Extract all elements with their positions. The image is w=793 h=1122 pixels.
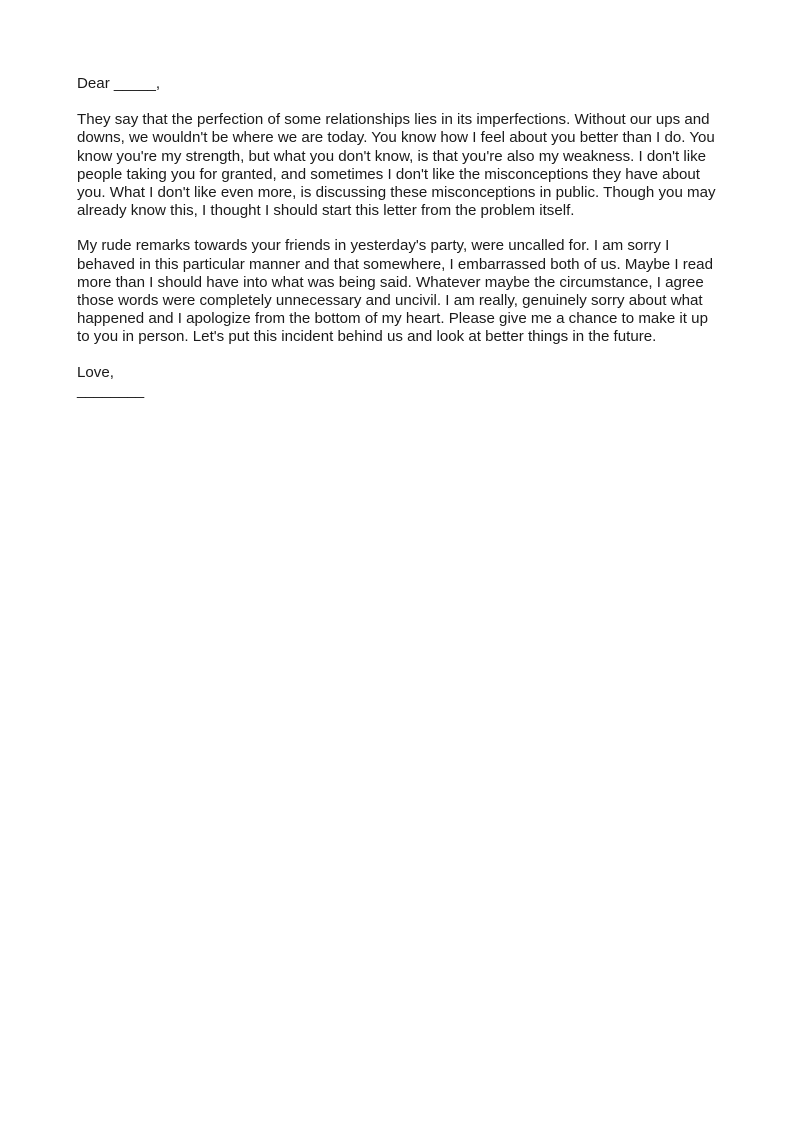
salutation: Dear _____, <box>77 75 161 92</box>
closing: Love, <box>77 363 114 381</box>
paragraph-1: They say that the perfection of some relationships lies in its imperfections. Without our ups and downs, we wouldn't be where we are today. You know how I feel about you better than I do. You know you're my strength, but what you don't know, is that you're also my weakness. I don't like people taking you for granted, and sometimes I don't like the misconceptions they have about you. What I don't like even more, is discussing these misconceptions in public. Though you may already know this, I thought I should start this letter from the problem itself. <box>77 111 716 220</box>
letter-body <box>77 75 717 400</box>
paragraph-2: My rude remarks towards your friends in yesterday's party, were uncalled for. I am sorry I behaved in this particular manner and that somewhere, I embarrassed both of us. Maybe I read more than I should have into what was being said. Whatever maybe the circumstance, I agree those words were completely unnecessary and uncivil. I am really, genuinely sorry about what happened and I apologize from the bottom of my heart. Please give me a chance to make it up to you in person. Let's put this incident behind us and look at better things in the future. <box>77 237 713 346</box>
signature-line: ________ <box>77 381 145 399</box>
